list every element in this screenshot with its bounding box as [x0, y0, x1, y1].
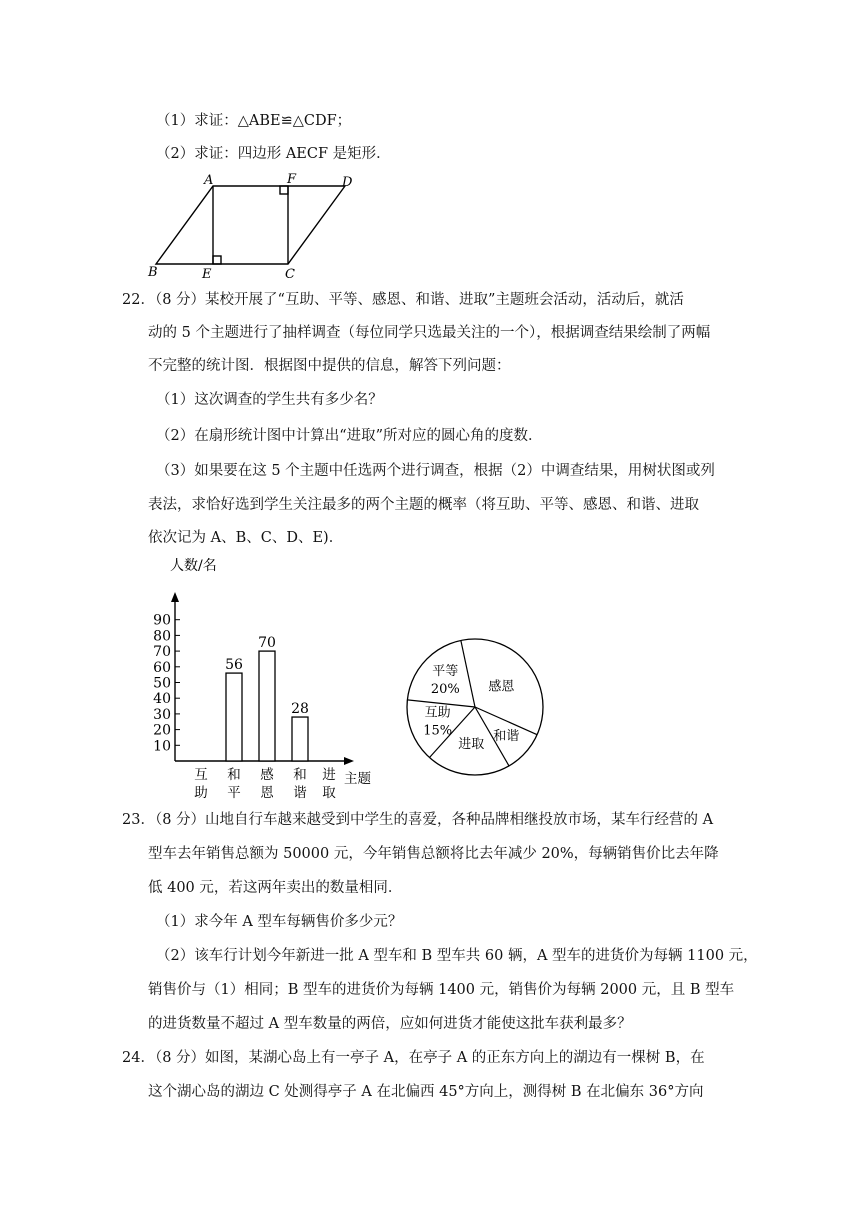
q23-part2-line2: 销售价与（1）相同；B 型车的进货价为每辆 1400 元，销售价为每辆 2000 元，且 B 型车 — [148, 982, 735, 998]
q21-part2: （2）求证：四边形 AECF 是矩形． — [156, 146, 391, 162]
q23-part2-line1: （2）该车行计划今年新进一批 A 型车和 B 型车共 60 辆，A 型车的进货价为每辆 1100 元， — [156, 948, 758, 964]
y-tick-label: 70 — [153, 644, 171, 661]
pie-slice-label: 和谐 — [493, 729, 520, 745]
x-axis-label: 主题 — [344, 771, 371, 787]
pie-slice-percent: 20% — [430, 682, 460, 698]
x-tick-label-top: 感 — [260, 767, 274, 783]
y-tick-label: 60 — [153, 659, 171, 676]
bar — [226, 673, 242, 761]
right-angle-mark-e — [213, 256, 221, 264]
y-tick-label: 90 — [153, 612, 171, 629]
label-a: A — [204, 173, 214, 188]
bar-data-label: 56 — [225, 657, 243, 674]
y-tick-label: 80 — [153, 628, 171, 645]
bar-data-label: 28 — [291, 701, 309, 718]
x-tick-label-bottom: 助 — [194, 785, 208, 801]
y-tick-label: 10 — [153, 738, 171, 755]
y-axis-arrow — [171, 592, 179, 602]
pie-slice-label: 感恩 — [488, 679, 515, 695]
y-axis-label: 人数/名 — [170, 558, 217, 574]
label-b: B — [148, 265, 158, 280]
q22-part3-line1: （3）如果要在这 5 个主题中任选两个进行调查，根据（2）中调查结果，用树状图或列 — [156, 463, 715, 479]
label-c: C — [285, 267, 295, 282]
q23-line1: 23．（8 分）山地自行车越来越受到中学生的喜爱，各种品牌相继投放市场，某车行经营的 A — [122, 812, 714, 828]
bar — [292, 717, 308, 761]
q22-line3: 不完整的统计图．根据图中提供的信息，解答下列问题： — [148, 358, 511, 374]
parallelogram-abcd — [156, 186, 345, 264]
x-axis-arrow — [344, 757, 354, 765]
pie-slice-percent: 15% — [423, 723, 453, 739]
bar-chart — [140, 552, 390, 807]
x-tick-label-top: 和 — [293, 767, 307, 783]
q23-line2: 型车去年销售总额为 50000 元，今年销售总额将比去年减少 20%，每辆销售价比去年降 — [148, 846, 719, 862]
q24-line2: 这个湖心岛的湖边 C 处测得亭子 A 在北偏西 45°方向上，测得树 B 在北偏东 36°方向 — [148, 1084, 704, 1100]
q23-part1: （1）求今年 A 型车每辆售价多少元？ — [156, 914, 403, 930]
q24-line1: 24．（8 分）如图，某湖心岛上有一亭子 A，在亭子 A 的正东方向上的湖边有一棵树 B，在 — [122, 1050, 705, 1066]
x-tick-label-bottom: 恩 — [260, 785, 274, 801]
x-tick-label-bottom: 取 — [322, 785, 336, 801]
right-angle-mark-f — [280, 186, 288, 194]
q22-part3-line2: 表法，求恰好选到学生关注最多的两个主题的概率（将互助、平等、感恩、和谐、进取 — [148, 497, 699, 513]
label-e: E — [202, 267, 212, 282]
label-d: D — [342, 175, 353, 190]
q22-line1: 22．（8 分）某校开展了“互助、平等、感恩、和谐、进取”主题班会活动，活动后，就活 — [122, 292, 684, 308]
x-tick-label-bottom: 平 — [227, 785, 241, 801]
pie-slice-label: 进取 — [458, 736, 485, 752]
y-tick-label: 20 — [153, 722, 171, 739]
parallelogram-figure — [140, 170, 370, 282]
q22-part1: （1）这次调查的学生共有多少名？ — [156, 392, 383, 408]
q22-part3-line3: 依次记为 A、B、C、D、E)． — [148, 530, 344, 546]
pie-chart — [400, 632, 550, 782]
q23-part2-line3: 的进货数量不超过 A 型车数量的两倍，应如何进货才能使这批车获利最多？ — [148, 1016, 632, 1032]
pie-slice-label: 平等 — [432, 664, 459, 680]
x-tick-label-top: 进 — [322, 767, 336, 783]
bar-data-label: 70 — [258, 635, 276, 652]
x-tick-label-top: 和 — [227, 767, 241, 783]
pie-slice-label: 互助 — [424, 705, 451, 721]
y-tick-label: 40 — [153, 691, 171, 708]
y-tick-label: 50 — [153, 675, 171, 692]
x-tick-label-top: 互 — [194, 767, 208, 783]
y-tick-label: 30 — [153, 706, 171, 723]
q22-part2: （2）在扇形统计图中计算出“进取”所对应的圆心角的度数． — [156, 428, 543, 444]
q23-line3: 低 400 元，若这两年卖出的数量相同． — [148, 880, 403, 896]
label-f: F — [287, 172, 297, 187]
q22-line2: 动的 5 个主题进行了抽样调查（每位同学只选最关注的一个），根据调查结果绘制了两幅 — [148, 325, 711, 341]
q21-part1: （1）求证：△ABE≌△CDF； — [156, 113, 352, 129]
x-tick-label-bottom: 谐 — [293, 785, 307, 801]
bar — [259, 651, 275, 761]
